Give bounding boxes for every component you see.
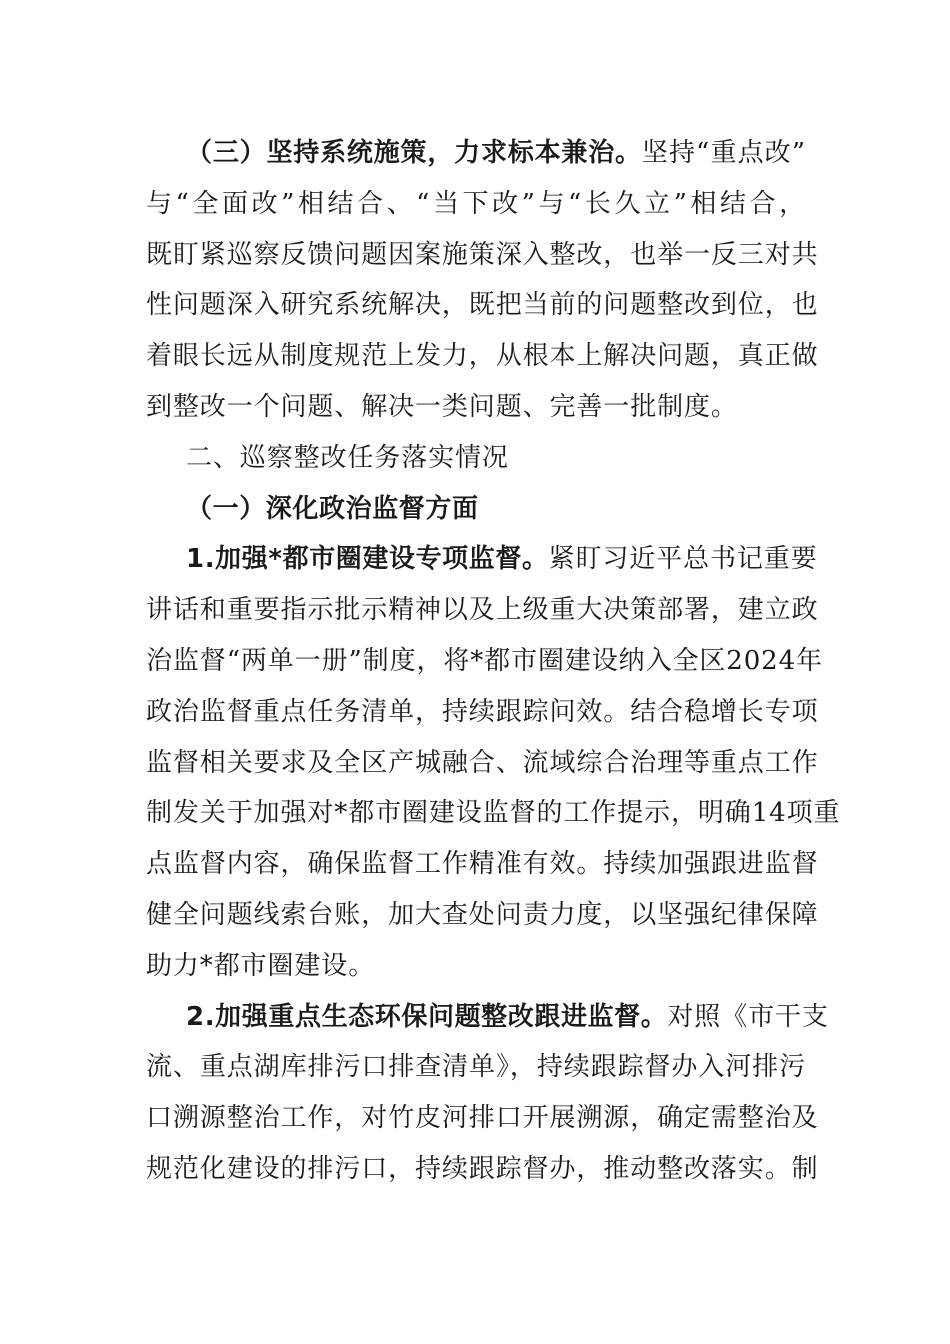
item-2-line: 流、重点湖库排污口排查清单》，持续跟踪督办入河排污 <box>146 1052 806 1083</box>
item-1-line: 点监督内容，确保监督工作精准有效。持续加强跟进监督 <box>146 849 819 880</box>
section-3-first-line <box>146 128 806 179</box>
item-2-line: 规范化建设的排污口，持续跟踪督办，推动整改落实。制 <box>146 1153 819 1184</box>
item-2-first-line <box>146 992 829 1043</box>
heading-2: 二、巡察整改任务落实情况 <box>186 442 509 473</box>
section-3-heading: （三）坚持系统施策，力求标本兼治。 <box>186 138 642 168</box>
item-2-heading: 2.加强重点生态环保问题整改跟进监督。 <box>186 1001 668 1032</box>
document-body <box>146 128 841 1195</box>
item-2-line1-rest: 对照《市干支 <box>667 1001 829 1032</box>
subheading-1: （一）深化政治监督方面 <box>186 493 479 524</box>
item-1-line: 政治监督重点任务清单，持续跟踪问效。结合稳增长专项 <box>146 696 819 727</box>
item-2-line: 口溯源整治工作，对竹皮河排口开展溯源，确定需整治及 <box>146 1103 819 1134</box>
section-3-line: 性问题深入研究系统解决，既把当前的问题整改到位，也 <box>146 290 819 321</box>
section-3-line: 到整改一个问题、解决一类问题、完善一批制度。 <box>146 391 738 422</box>
item-1-line1-rest: 紧盯习近平总书记重要 <box>548 544 818 575</box>
item-1-heading: 1.加强*都市圈建设专项监督。 <box>186 544 549 575</box>
section-3-line: 与“全面改”相结合、“当下改”与“长久立”相结合， <box>146 188 806 219</box>
item-1-line: 监督相关要求及全区产城融合、流域综合治理等重点工作 <box>146 747 819 778</box>
section-3-line: 既盯紧巡察反馈问题因案施策深入整改，也举一反三对共 <box>146 239 819 270</box>
item-1-line: 健全问题线索台账，加大查处问责力度，以坚强纪律保障 <box>146 899 819 930</box>
item-1-line: 治监督“两单一册”制度，将*都市圈建设纳入全区2024年 <box>146 645 823 676</box>
item-1-line: 讲话和重要指示批示精神以及上级重大决策部署，建立政 <box>146 595 819 626</box>
item-1-line: 制发关于加强对*都市圈建设监督的工作提示，明确14项重 <box>146 798 841 829</box>
section-3-line1-rest: 坚持“重点改” <box>641 138 806 168</box>
item-1-line: 助力*都市圈建设。 <box>146 950 376 981</box>
section-3-line: 着眼长远从制度规范上发力，从根本上解决问题，真正做 <box>146 341 819 372</box>
item-1-first-line <box>146 534 818 585</box>
